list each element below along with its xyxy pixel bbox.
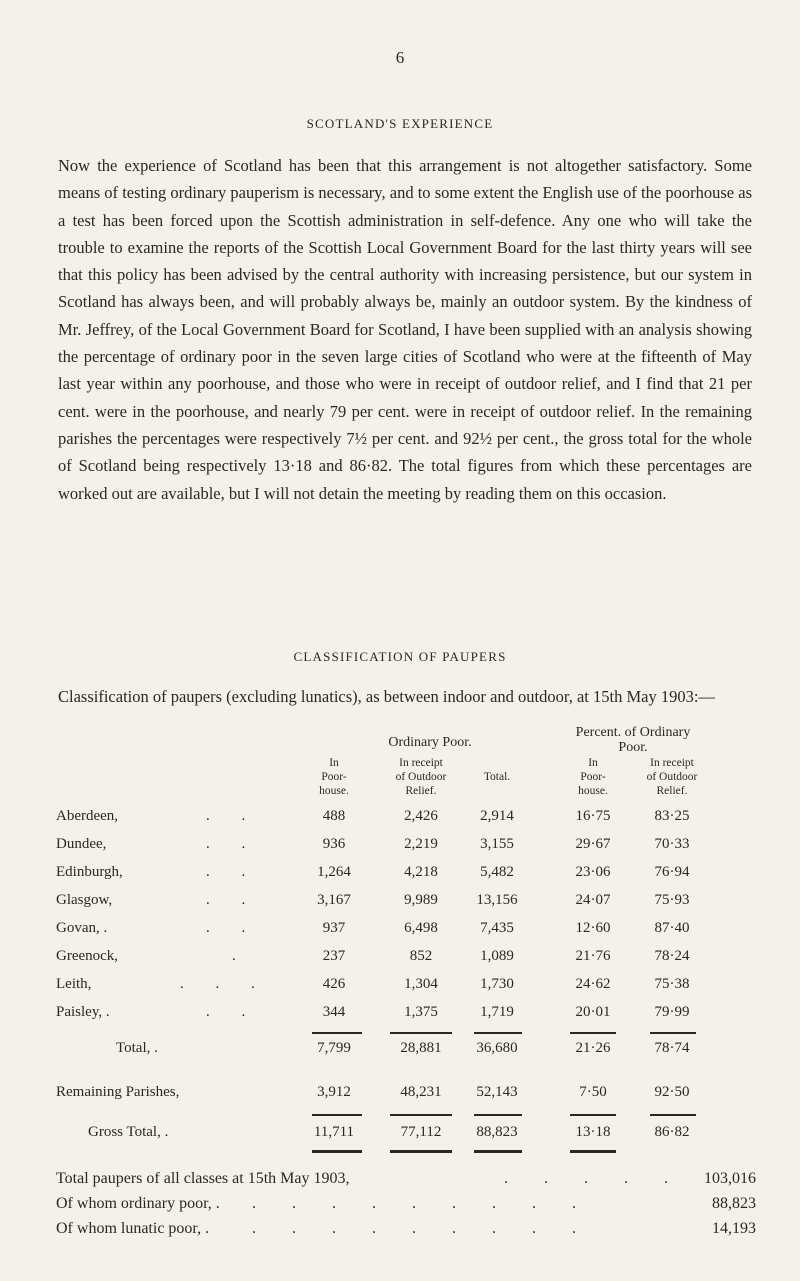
cell-pct-poorhouse: 23·06: [575, 864, 611, 880]
cell-pct-poorhouse: 24·07: [575, 892, 611, 908]
cell-total: 3,155: [480, 836, 514, 852]
sum-rule: [312, 1114, 362, 1116]
row-leader: . .: [206, 1004, 260, 1020]
sum-rule: [312, 1032, 362, 1034]
sum-rule: [650, 1032, 696, 1034]
row-name: Glasgow,: [56, 892, 113, 908]
cell-pct-poorhouse: 13·18: [575, 1124, 611, 1140]
cell-total: 2,914: [480, 808, 514, 824]
sum-rule: [570, 1114, 616, 1116]
cell-outdoor: 28,881: [400, 1040, 442, 1056]
footer-leader: . . . . .: [504, 1170, 684, 1187]
remaining-row: [0, 1084, 800, 1106]
cell-poorhouse: 3,912: [317, 1084, 351, 1100]
row-name: Leith,: [56, 976, 92, 992]
cell-poorhouse: 3,167: [317, 892, 351, 908]
table-row: [0, 892, 800, 914]
cell-poorhouse: 426: [322, 976, 346, 992]
cell-outdoor: 77,112: [400, 1124, 442, 1140]
total-row: [0, 1040, 800, 1062]
cell-poorhouse: 11,711: [313, 1124, 355, 1140]
cell-pct-poorhouse: 12·60: [575, 920, 611, 936]
col-header-line: of Outdoor: [646, 771, 698, 783]
cell-pct-poorhouse: 20·01: [575, 1004, 611, 1020]
cell-total: 36,680: [476, 1040, 518, 1056]
footer-label: Of whom lunatic poor, .: [56, 1220, 210, 1237]
sum-rule: [390, 1114, 452, 1116]
cell-total: 13,156: [476, 892, 518, 908]
col-header-line: In receipt: [399, 757, 443, 769]
cell-pct-poorhouse: 29·67: [575, 836, 611, 852]
col-header-line: In: [588, 757, 598, 769]
row-name: Govan, .: [56, 920, 108, 936]
table-intro: [32, 684, 752, 710]
footer-line: [56, 1220, 756, 1244]
cell-outdoor: 1,304: [404, 976, 438, 992]
footer-value: 14,193: [712, 1220, 756, 1237]
col-header-line: house.: [578, 785, 608, 797]
cell-pct-outdoor: 87·40: [654, 920, 690, 936]
cell-total: 7,435: [480, 920, 514, 936]
cell-pct-outdoor: 79·99: [654, 1004, 690, 1020]
cell-pct-poorhouse: 21·76: [575, 948, 611, 964]
row-name: Gross Total, .: [88, 1124, 169, 1140]
cell-poorhouse: 344: [322, 1004, 346, 1020]
cell-pct-poorhouse: 16·75: [575, 808, 611, 824]
col-header-line: house.: [319, 785, 349, 797]
cell-outdoor: 1,375: [404, 1004, 438, 1020]
cell-outdoor: 48,231: [400, 1084, 442, 1100]
group-ordinary-poor: Ordinary Poor.: [388, 735, 472, 750]
row-leader: . .: [206, 808, 260, 824]
footer-value: 88,823: [712, 1195, 756, 1212]
col-in-poorhouse-header: [304, 756, 364, 798]
row-leader: . .: [206, 836, 260, 852]
cell-poorhouse: 936: [322, 836, 346, 852]
cell-pct-poorhouse: 24·62: [575, 976, 611, 992]
row-name: Edinburgh,: [56, 864, 123, 880]
cell-pct-poorhouse: 7·50: [579, 1084, 607, 1100]
section-heading: SCOTLAND'S EXPERIENCE: [306, 116, 494, 131]
cell-pct-outdoor: 70·33: [654, 836, 690, 852]
footer-line: [56, 1170, 756, 1194]
page-number: 6: [395, 48, 405, 67]
row-leader: . .: [206, 892, 260, 908]
double-rule: [570, 1150, 616, 1153]
cell-outdoor: 6,498: [404, 920, 438, 936]
body-paragraph: Now the experience of Scotland has been that this arrangement is not altogether satisfactory. Some means of testing ordinary pauperism is necessary, and to some extent the English use of the poorhouse as a test has been forced upon the Scottish administration in self-defence. Any one who will take the trouble to examine the reports of the Scottish Local Government Board for the last thirty years will see that this policy has been advised by the central authority with increasing persistence, but our system in Scotland has always been, and will probably always be, mainly an outdoor system. By the kindness of Mr. Jeffrey, of the Local Government Board for Scotland, I have been supplied with an analysis showing the percentage of ordinary poor in the seven large cities of Scotland who were at the fifteenth of May last year within any poorhouse, and those who were in receipt of outdoor relief, and I find that 21 per cent. were in the poorhouse, and nearly 79 per cent. were in receipt of outdoor relief. In the remaining parishes the percentages were respectively 7½ per cent. and 92½ per cent., the gross total for the whole of Scotland being respectively 13·18 and 86·82. The total figures from which these percentages are worked out are available, but I will not detain the meeting by reading them on this occasion.: [58, 156, 752, 503]
cell-pct-outdoor: 83·25: [654, 808, 690, 824]
double-rule: [390, 1150, 452, 1153]
cell-outdoor: 852: [409, 948, 433, 964]
row-name: Total, .: [116, 1040, 158, 1056]
cell-outdoor: 2,219: [404, 836, 438, 852]
footer-value: 103,016: [704, 1170, 756, 1187]
col-header-line: Poor-: [321, 771, 347, 783]
col-header-line: In: [329, 757, 339, 769]
table-row: [0, 920, 800, 942]
cell-total: 5,482: [480, 864, 514, 880]
cell-pct-outdoor: 78·74: [654, 1040, 690, 1056]
double-rule: [474, 1150, 522, 1153]
double-rule: [312, 1150, 362, 1153]
cell-pct-outdoor: 75·38: [654, 976, 690, 992]
row-name: Aberdeen,: [56, 808, 119, 824]
footer-leader: . . . . . . . . .: [252, 1220, 592, 1237]
col-header-line: Relief.: [656, 785, 688, 797]
table-row: [0, 976, 800, 998]
col-pct-poorhouse-header: [563, 756, 623, 798]
sum-rule: [390, 1032, 452, 1034]
cell-total: 88,823: [476, 1124, 518, 1140]
table-intro-text: Classification of paupers (excluding lunatics), as between indoor and outdoor, at 15th May 1903:—: [58, 687, 715, 706]
footer-leader: . . . . . . . . .: [252, 1195, 592, 1212]
footer-label: Total paupers of all classes at 15th May 1903,: [56, 1170, 350, 1187]
cell-pct-outdoor: 78·24: [654, 948, 690, 964]
col-header-line: Relief.: [405, 785, 437, 797]
cell-pct-outdoor: 76·94: [654, 864, 690, 880]
col-total-header: Total.: [483, 771, 511, 783]
cell-total: 1,089: [480, 948, 514, 964]
cell-pct-outdoor: 75·93: [654, 892, 690, 908]
col-header-line: Poor-: [580, 771, 606, 783]
footer-label: Of whom ordinary poor, .: [56, 1195, 220, 1212]
row-name: Greenock,: [56, 948, 119, 964]
row-name: Remaining Parishes,: [56, 1084, 180, 1100]
table-row: [0, 1004, 800, 1026]
sum-rule: [570, 1032, 616, 1034]
cell-total: 52,143: [476, 1084, 518, 1100]
table-row: [0, 836, 800, 858]
cell-pct-poorhouse: 21·26: [575, 1040, 611, 1056]
cell-outdoor: 9,989: [404, 892, 438, 908]
cell-poorhouse: 937: [322, 920, 346, 936]
table-heading: CLASSIFICATION OF PAUPERS: [293, 649, 507, 664]
table-row: [0, 808, 800, 830]
row-name: Paisley, .: [56, 1004, 110, 1020]
col-outdoor-header: [376, 756, 466, 798]
cell-poorhouse: 7,799: [317, 1040, 351, 1056]
col-pct-outdoor-header: [627, 756, 717, 798]
cell-pct-outdoor: 92·50: [654, 1084, 690, 1100]
col-header-line: of Outdoor: [395, 771, 447, 783]
sum-rule: [474, 1114, 522, 1116]
sum-rule: [650, 1114, 696, 1116]
sum-rule: [474, 1032, 522, 1034]
row-leader: .: [232, 948, 250, 964]
row-leader: . .: [206, 920, 260, 936]
row-name: Dundee,: [56, 836, 107, 852]
table-row: [0, 948, 800, 970]
cell-outdoor: 2,426: [404, 808, 438, 824]
table-row: [0, 864, 800, 886]
cell-total: 1,719: [480, 1004, 514, 1020]
cell-total: 1,730: [480, 976, 514, 992]
cell-outdoor: 4,218: [404, 864, 438, 880]
row-leader: . . .: [180, 976, 269, 992]
footer-line: [56, 1195, 756, 1219]
group-percent-line2: Poor.: [618, 740, 648, 755]
gross-total-row: [0, 1124, 800, 1146]
cell-poorhouse: 488: [322, 808, 346, 824]
cell-poorhouse: 237: [322, 948, 346, 964]
cell-pct-outdoor: 86·82: [654, 1124, 690, 1140]
row-leader: . .: [206, 864, 260, 880]
cell-poorhouse: 1,264: [317, 864, 351, 880]
group-percent-line1: Percent. of Ordinary: [575, 725, 691, 740]
col-header-line: In receipt: [650, 757, 694, 769]
